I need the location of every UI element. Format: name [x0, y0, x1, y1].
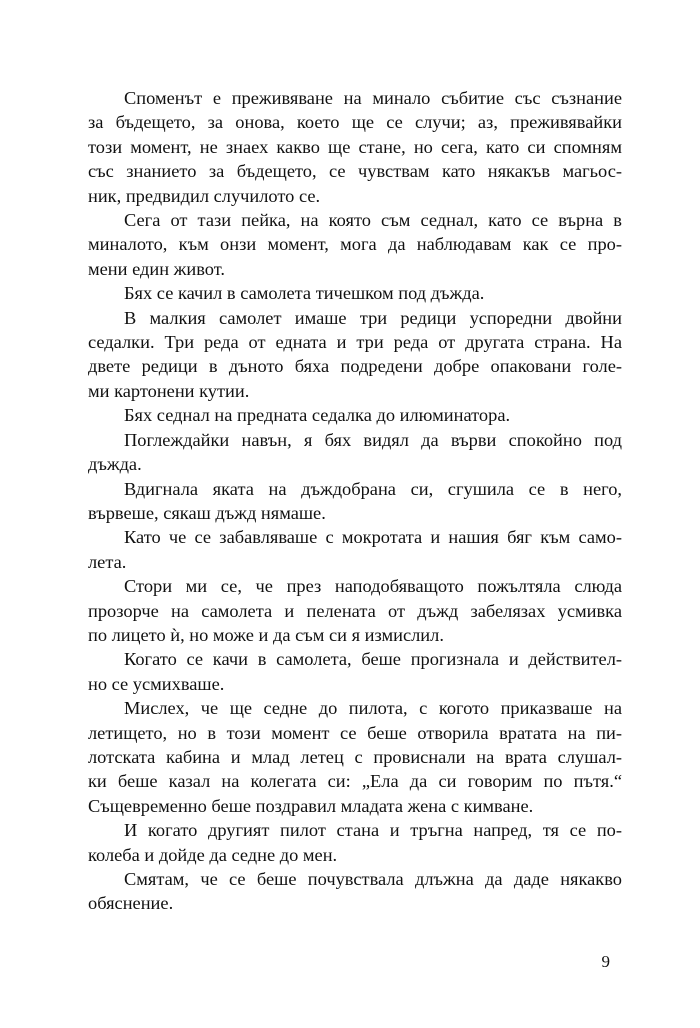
text-line: колеба и дойде да седне до мен. — [88, 844, 338, 865]
text-line: Същевременно беше поздравил младата жена с кимване. — [88, 795, 534, 816]
paragraph — [88, 306, 622, 404]
text-line: Поглеждайки навън, я бях видял да върви спокойно под — [124, 429, 622, 450]
body-text — [88, 86, 622, 916]
text-line: ми картонени кутии. — [88, 380, 250, 401]
paragraph — [88, 403, 622, 427]
text-line: ник, предвидил случилото се. — [88, 185, 321, 206]
text-line: обяснение. — [88, 893, 174, 914]
text-line: със знанието за бъдещето, се чувствам като някакъв магьос- — [88, 161, 622, 182]
paragraph — [88, 647, 622, 696]
text-line: Сега от тази пейка, на която съм седнал, като се върна в — [124, 210, 622, 231]
text-line: лотската кабина и млад летец с провиснали на врата слушал- — [88, 746, 622, 767]
text-line: Стори ми се, че през наподобяващото пожълтяла слюда — [124, 576, 622, 597]
text-line: седалки. Три реда от едната и три реда от другата страна. На — [88, 332, 622, 353]
text-line: Като че се забавляваше с мокротата и нашия бяг към само- — [124, 527, 622, 548]
paragraph — [88, 208, 622, 281]
text-line: Смятам, че се беше почувствала длъжна да даде някакво — [124, 869, 622, 889]
text-line: Когато се качи в самолета, беше прогизнала и действител- — [124, 649, 622, 670]
text-line: дъжда. — [88, 454, 142, 475]
text-line: по лицето ѝ, но може и да съм си я измислил. — [88, 624, 444, 645]
paragraph — [88, 867, 622, 916]
paragraph — [88, 818, 622, 867]
text-line: Вдигнала яката на дъждобрана си, сгушила се в него, — [124, 478, 622, 499]
text-line: Бях се качил в самолета тичешком под дъжда. — [124, 283, 485, 304]
text-line: миналото, към онзи момент, мога да наблюдавам как се про- — [88, 234, 622, 255]
text-line: прозорче на самолета и пелената от дъжд забелязах усмивка — [88, 600, 622, 621]
paragraph — [88, 428, 622, 477]
paragraph — [88, 281, 622, 305]
text-line: Споменът е преживяване на минало събитие със съзнание — [124, 88, 622, 108]
text-line: за бъдещето, за онова, което ще се случи; аз, преживявайки — [88, 112, 622, 133]
text-line: И когато другият пилот стана и тръгна напред, тя се по- — [124, 820, 622, 841]
text-line: но се усмихваше. — [88, 673, 225, 694]
text-line: ки беше казал на колегата си: „Ела да си говорим по пътя.“ — [88, 771, 622, 792]
paragraph — [88, 525, 622, 574]
text-line: вървеше, сякаш дъжд нямаше. — [88, 502, 326, 523]
paragraph — [88, 574, 622, 647]
text-line: този момент, не знаех какво ще стане, но сега, като си спомням — [88, 136, 622, 157]
text-line: В малкия самолет имаше три редици успоредни двойни — [124, 307, 622, 328]
paragraph — [88, 477, 622, 526]
text-line: лета. — [88, 551, 127, 572]
text-line: Мислех, че ще седне до пилота, с когото приказваше на — [124, 698, 622, 719]
text-line: Бях седнал на предната седалка до илюминатора. — [124, 405, 511, 426]
text-line: летището, но в този момент се беше отворила вратата на пи- — [88, 722, 622, 743]
text-line: мени един живот. — [88, 258, 225, 279]
text-line: двете редици в дъното бяха подредени добре опаковани голе- — [88, 356, 622, 377]
page-number: 9 — [601, 952, 610, 971]
paragraph — [88, 86, 622, 208]
paragraph — [88, 696, 622, 818]
